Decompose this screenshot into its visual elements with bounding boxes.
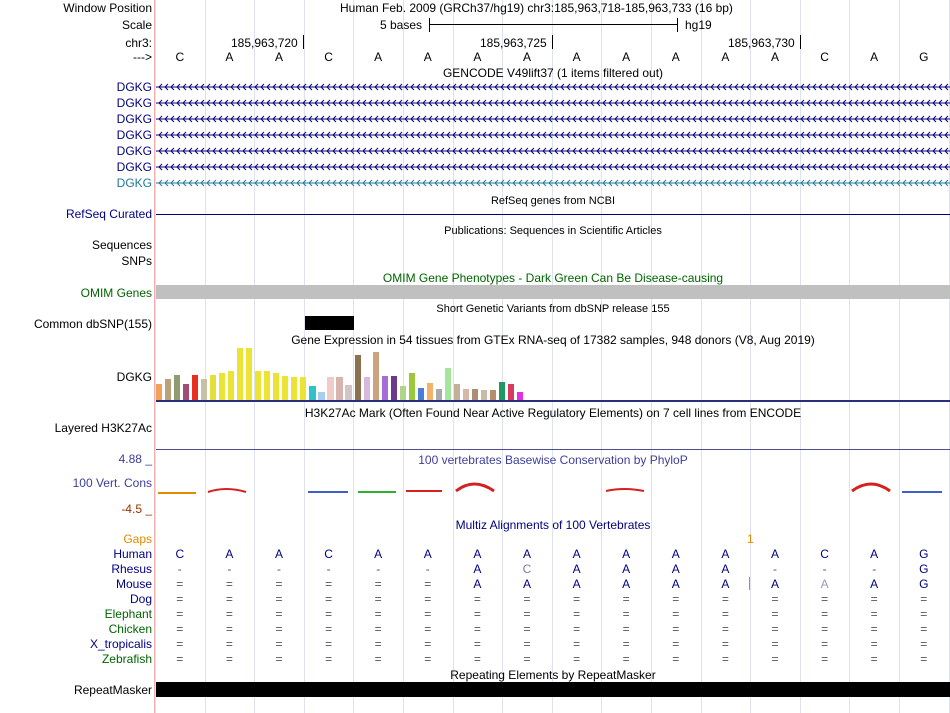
alignment-base: C xyxy=(324,547,333,561)
alignment-base: - xyxy=(872,562,877,576)
alignment-base: A xyxy=(225,547,234,561)
alignment-base: = xyxy=(275,577,283,591)
alignment-base: A xyxy=(473,547,482,561)
h3k27ac-baseline xyxy=(156,449,950,450)
alignment-base: = xyxy=(622,607,630,621)
base-letter: A xyxy=(572,50,581,64)
alignment-base: A xyxy=(522,577,531,591)
alignment-base: = xyxy=(821,622,829,636)
gtex-label[interactable]: DGKG xyxy=(116,370,152,384)
alignment-base: = xyxy=(672,592,680,606)
alignment-base: - xyxy=(773,562,777,576)
gencode-transcript[interactable] xyxy=(156,129,950,141)
gencode-transcript[interactable] xyxy=(156,113,950,125)
alignment-base: = xyxy=(920,622,928,636)
alignment-base: = xyxy=(870,607,878,621)
window-position-value: Human Feb. 2009 (GRCh37/hg19) chr3:185,963,718-185,963,733 (16 bp) xyxy=(340,1,733,15)
alignment-base: = xyxy=(275,652,283,666)
base-letter: A xyxy=(374,50,383,64)
gencode-title: GENCODE V49lift37 (1 items filtered out) xyxy=(442,66,664,80)
alignment-base: = xyxy=(523,592,531,606)
scale-bar-right-tick xyxy=(677,18,678,32)
h3k27ac-title: H3K27Ac Mark (Often Found Near Active Regulatory Elements) on 7 cell lines from ENCODE xyxy=(304,406,802,420)
pubs-snps-label[interactable]: SNPs xyxy=(121,254,152,268)
alignment-base: = xyxy=(523,637,531,651)
base-letter: A xyxy=(671,50,680,64)
gtex-tissue-bar[interactable] xyxy=(210,375,216,400)
base-letter: A xyxy=(473,50,482,64)
alignment-base: = xyxy=(870,622,878,636)
gtex-tissue-bar[interactable] xyxy=(499,382,505,400)
alignment-base: = xyxy=(672,637,680,651)
omim-bar[interactable] xyxy=(156,285,950,299)
alignment-base: A xyxy=(622,577,631,591)
alignment-base: A xyxy=(671,562,680,576)
gencode-strand-arrows xyxy=(156,100,950,106)
gtex-tissue-bar[interactable] xyxy=(382,376,388,400)
alignment-base: A xyxy=(820,577,829,591)
alignment-base: A xyxy=(770,547,779,561)
alignment-base: = xyxy=(672,622,680,636)
alignment-base: = xyxy=(275,637,283,651)
alignment-base: - xyxy=(227,562,232,576)
scale-label: Scale xyxy=(121,18,152,32)
alignment-base: = xyxy=(176,592,184,606)
alignment-base: = xyxy=(374,637,382,651)
gtex-tissue-bar[interactable] xyxy=(336,377,342,400)
ruler-position-3: 185,963,730 xyxy=(728,36,795,50)
alignment-base: = xyxy=(622,622,630,636)
refseq-label[interactable]: RefSeq Curated xyxy=(65,207,152,221)
base-letter: C xyxy=(820,50,829,64)
alignment-base: = xyxy=(374,607,382,621)
ruler-tick-3 xyxy=(800,35,801,49)
alignment-base: = xyxy=(920,652,928,666)
alignment-base: = xyxy=(424,577,432,591)
alignment-base: = xyxy=(473,607,481,621)
gencode-strand-arrows xyxy=(156,164,950,170)
alignment-base: = xyxy=(920,592,928,606)
alignment-base: = xyxy=(225,607,233,621)
alignment-base: = xyxy=(721,652,729,666)
base-letter: A xyxy=(423,50,432,64)
gtex-tissue-bar[interactable] xyxy=(309,386,315,400)
scale-bar xyxy=(429,24,677,25)
gtex-tissue-bar[interactable] xyxy=(165,379,171,400)
alignment-base: = xyxy=(523,622,531,636)
gtex-tissue-bar[interactable] xyxy=(445,368,451,400)
omim-label[interactable]: OMIM Genes xyxy=(80,286,152,300)
gtex-tissue-bar[interactable] xyxy=(219,373,225,400)
alignment-base: = xyxy=(424,622,432,636)
phylop-min-label: -4.5 _ xyxy=(121,502,152,516)
gtex-tissue-bar[interactable] xyxy=(436,389,442,400)
gencode-strand-arrows xyxy=(156,132,950,138)
alignment-base: C xyxy=(175,547,185,561)
gtex-tissue-bar[interactable] xyxy=(373,352,379,400)
gencode-strand-arrows xyxy=(156,116,950,122)
gtex-tissue-bar[interactable] xyxy=(192,375,198,400)
gtex-title: Gene Expression in 54 tissues from GTEx RNA-seq of 17382 samples, 948 donors (V8, Aug 2019) xyxy=(291,333,815,347)
alignment-base: A xyxy=(522,547,531,561)
alignment-base: = xyxy=(225,592,233,606)
gtex-tissue-bar[interactable] xyxy=(264,371,270,400)
phylop-wiggle[interactable] xyxy=(156,470,950,510)
alignment-base: = xyxy=(870,652,878,666)
species-label[interactable]: Elephant xyxy=(104,607,152,621)
gencode-strand-arrows xyxy=(156,180,950,186)
phylop-peak xyxy=(852,484,890,491)
alignment-base: = xyxy=(424,637,432,651)
alignment-base: = xyxy=(573,592,581,606)
phylop-label[interactable]: 100 Vert. Cons xyxy=(72,476,152,490)
alignment-base: - xyxy=(326,562,331,576)
alignment-base: A xyxy=(770,577,779,591)
window-position-label: Window Position xyxy=(63,1,152,15)
gtex-tissue-bar[interactable] xyxy=(409,373,415,400)
alignment-base: = xyxy=(325,622,333,636)
alignment-base: A xyxy=(274,547,283,561)
gtex-tissue-bar[interactable] xyxy=(327,377,333,400)
alignment-base: = xyxy=(573,637,581,651)
alignment-base: = xyxy=(920,607,928,621)
chrom-label: chr3: xyxy=(125,36,152,50)
alignment-base: G xyxy=(919,547,929,561)
gtex-tissue-bar[interactable] xyxy=(183,384,189,400)
strand-label: ---> xyxy=(133,50,152,64)
gtex-tissue-bar[interactable] xyxy=(481,390,487,400)
alignment-base: = xyxy=(424,607,432,621)
mouse-gap-marker xyxy=(749,577,750,590)
scale-db: hg19 xyxy=(685,18,712,32)
gtex-tissue-bar[interactable] xyxy=(174,375,180,400)
h3k27ac-label[interactable]: Layered H3K27Ac xyxy=(54,421,152,435)
species-label[interactable]: Dog xyxy=(129,592,152,606)
alignment-base: G xyxy=(919,577,929,591)
dbsnp-title: Short Genetic Variants from dbSNP release 155 xyxy=(436,303,670,315)
alignment-base: = xyxy=(225,622,233,636)
base-letter: A xyxy=(870,50,879,64)
alignment-base: - xyxy=(376,562,381,576)
alignment-base: G xyxy=(919,562,929,576)
gtex-tissue-bar[interactable] xyxy=(517,392,523,400)
alignment-base: = xyxy=(473,592,481,606)
alignment-base: = xyxy=(225,637,233,651)
alignment-base: = xyxy=(920,637,928,651)
gtex-tissue-bar[interactable] xyxy=(364,377,370,400)
gtex-tissue-bar[interactable] xyxy=(508,384,514,400)
scale-text: 5 bases xyxy=(380,18,423,32)
alignment-base: A xyxy=(870,577,879,591)
gtex-tissue-bar[interactable] xyxy=(237,348,243,400)
alignment-base: = xyxy=(176,607,184,621)
gencode-gene-label[interactable]: DGKG xyxy=(116,144,152,158)
alignment-base: = xyxy=(821,637,829,651)
repeatmasker-title: Repeating Elements by RepeatMasker xyxy=(450,668,656,682)
gtex-tissue-bar[interactable] xyxy=(355,355,361,400)
alignment-base: A xyxy=(374,547,383,561)
alignment-base: - xyxy=(425,562,430,576)
gencode-strand-arrows xyxy=(156,148,950,154)
scale-bar-left-tick xyxy=(429,18,430,32)
gtex-tissue-bar[interactable] xyxy=(490,390,496,400)
base-letter: A xyxy=(770,50,779,64)
gencode-transcript[interactable] xyxy=(156,177,950,189)
gencode-transcript[interactable] xyxy=(156,97,950,109)
alignment-base: = xyxy=(771,607,779,621)
alignment-base: = xyxy=(771,637,779,651)
base-letter: G xyxy=(919,50,929,64)
alignment-base: - xyxy=(177,562,182,576)
alignment-base: C xyxy=(522,562,532,576)
phylop-peak xyxy=(208,489,246,492)
alignment-base: = xyxy=(374,577,382,591)
repeatmasker-bar[interactable] xyxy=(156,682,950,697)
gtex-tissue-bar[interactable] xyxy=(391,376,397,400)
left-gutter-line xyxy=(154,0,155,713)
alignment-base: = xyxy=(821,652,829,666)
alignment-base: - xyxy=(277,562,281,576)
alignment-base: C xyxy=(820,547,829,561)
gencode-transcript[interactable] xyxy=(156,145,950,157)
gencode-transcript[interactable] xyxy=(156,81,950,93)
gtex-tissue-bar[interactable] xyxy=(228,371,234,400)
dbsnp-label[interactable]: Common dbSNP(155) xyxy=(33,317,152,331)
phylop-peak xyxy=(606,489,644,491)
alignment-base: A xyxy=(423,547,432,561)
alignment-base: = xyxy=(573,622,581,636)
alignment-base: = xyxy=(473,637,481,651)
gtex-tissue-bar[interactable] xyxy=(418,388,424,400)
alignment-base: = xyxy=(721,622,729,636)
alignment-base: = xyxy=(870,637,878,651)
ruler-position-2: 185,963,725 xyxy=(480,36,547,50)
gtex-tissue-bar[interactable] xyxy=(400,386,406,400)
gtex-tissue-bar[interactable] xyxy=(282,376,288,400)
alignment-base: = xyxy=(325,637,333,651)
alignment-base: = xyxy=(473,622,481,636)
alignment-base: = xyxy=(821,592,829,606)
alignment-base: = xyxy=(325,607,333,621)
gencode-strand-arrows xyxy=(156,84,950,90)
alignment-base: = xyxy=(275,592,283,606)
alignment-base: = xyxy=(424,592,432,606)
gtex-tissue-bar[interactable] xyxy=(156,384,162,400)
species-label[interactable]: Zebrafish xyxy=(101,652,152,666)
pubs-sequences-label[interactable]: Sequences xyxy=(91,238,152,252)
alignment-base: A xyxy=(622,547,631,561)
gencode-transcript[interactable] xyxy=(156,161,950,173)
alignment-base: = xyxy=(870,592,878,606)
species-label[interactable]: Mouse xyxy=(115,577,152,591)
alignment-base: = xyxy=(721,607,729,621)
gtex-baseline xyxy=(156,400,950,402)
base-letter: A xyxy=(721,50,730,64)
alignment-base: = xyxy=(374,652,382,666)
alignment-base: = xyxy=(275,622,283,636)
gencode-gene-label[interactable]: DGKG xyxy=(116,96,152,110)
alignment-base: A xyxy=(622,562,631,576)
alignment-base: = xyxy=(473,652,481,666)
ruler-tick-1 xyxy=(303,35,304,49)
species-label[interactable]: X_tropicalis xyxy=(89,637,152,651)
base-letter: A xyxy=(622,50,631,64)
gencode-gene-label[interactable]: DGKG xyxy=(116,80,152,94)
phylop-title: 100 vertebrates Basewise Conservation by PhyloP xyxy=(418,453,688,467)
alignment-base: = xyxy=(225,652,233,666)
alignment-base: A xyxy=(721,577,730,591)
alignment-base: = xyxy=(225,577,233,591)
alignment-base: = xyxy=(325,577,333,591)
gtex-tissue-bar[interactable] xyxy=(300,377,306,400)
alignment-base: = xyxy=(672,652,680,666)
omim-title: OMIM Gene Phenotypes - Dark Green Can Be Disease-causing xyxy=(382,271,724,285)
alignment-base: = xyxy=(573,607,581,621)
alignment-base: A xyxy=(671,577,680,591)
phylop-peak xyxy=(456,484,494,491)
base-letter: A xyxy=(274,50,283,64)
dbsnp-variant[interactable] xyxy=(305,316,354,330)
alignment-base: = xyxy=(374,622,382,636)
refseq-title: RefSeq genes from NCBI xyxy=(490,195,616,207)
gencode-gene-label[interactable]: DGKG xyxy=(116,160,152,174)
alignment-base: = xyxy=(573,652,581,666)
alignment-base: A xyxy=(870,547,879,561)
alignment-base: = xyxy=(325,592,333,606)
alignment-base: = xyxy=(821,607,829,621)
gtex-tissue-bar[interactable] xyxy=(201,379,207,400)
alignment-base: = xyxy=(672,607,680,621)
repeatmasker-label[interactable]: RepeatMasker xyxy=(73,683,152,697)
alignment-base: A xyxy=(572,577,581,591)
alignment-base: = xyxy=(176,637,184,651)
base-letter: A xyxy=(522,50,531,64)
alignment-base: = xyxy=(771,652,779,666)
species-label[interactable]: Rhesus xyxy=(111,562,152,576)
alignment-base: = xyxy=(374,592,382,606)
alignment-base: = xyxy=(622,637,630,651)
gtex-tissue-bar[interactable] xyxy=(427,383,433,400)
alignment-base: = xyxy=(523,607,531,621)
ruler-position-1: 185,963,720 xyxy=(231,36,298,50)
multiz-title: Multiz Alignments of 100 Vertebrates xyxy=(455,518,651,532)
alignment-base: A xyxy=(572,562,581,576)
refseq-line xyxy=(156,214,950,215)
gaps-label[interactable]: Gaps xyxy=(123,532,152,546)
alignment-base: = xyxy=(176,652,184,666)
gap-count: 1 xyxy=(747,532,754,546)
alignment-base: = xyxy=(622,592,630,606)
alignment-base: = xyxy=(523,652,531,666)
alignment-base: A xyxy=(671,547,680,561)
gencode-gene-label[interactable]: DGKG xyxy=(116,128,152,142)
ruler-tick-2 xyxy=(552,35,553,49)
alignment-base: = xyxy=(771,622,779,636)
gtex-tissue-bar[interactable] xyxy=(291,377,297,400)
base-letter: C xyxy=(175,50,185,64)
alignment-base: = xyxy=(622,652,630,666)
gtex-tissue-bar[interactable] xyxy=(318,392,324,400)
alignment-base: = xyxy=(721,637,729,651)
gtex-tissue-bar[interactable] xyxy=(345,385,351,400)
alignment-base: A xyxy=(473,577,482,591)
gtex-tissue-bar[interactable] xyxy=(273,373,279,400)
alignment-base: = xyxy=(325,652,333,666)
alignment-base: - xyxy=(822,562,827,576)
alignment-base: = xyxy=(424,652,432,666)
species-label[interactable]: Human xyxy=(113,547,152,561)
base-letter: A xyxy=(225,50,234,64)
gtex-tissue-bar[interactable] xyxy=(463,389,469,400)
gtex-tissue-bar[interactable] xyxy=(454,384,460,400)
alignment-base: = xyxy=(275,607,283,621)
alignment-base: = xyxy=(176,577,184,591)
alignment-base: = xyxy=(721,592,729,606)
gencode-gene-label[interactable]: DGKG xyxy=(116,176,152,190)
species-label[interactable]: Chicken xyxy=(108,622,152,636)
alignment-base: A xyxy=(572,547,581,561)
alignment-base: A xyxy=(721,562,730,576)
base-letter: C xyxy=(324,50,333,64)
gtex-tissue-bar[interactable] xyxy=(246,348,252,400)
alignment-base: A xyxy=(721,547,730,561)
alignment-base: A xyxy=(473,562,482,576)
phylop-max-label: 4.88 _ xyxy=(118,452,152,466)
alignment-base: = xyxy=(176,622,184,636)
gtex-tissue-bar[interactable] xyxy=(255,371,261,400)
gtex-tissue-bar[interactable] xyxy=(472,389,478,400)
alignment-base: = xyxy=(771,592,779,606)
pubs-title: Publications: Sequences in Scientific Articles xyxy=(444,225,662,237)
gencode-gene-label[interactable]: DGKG xyxy=(116,112,152,126)
